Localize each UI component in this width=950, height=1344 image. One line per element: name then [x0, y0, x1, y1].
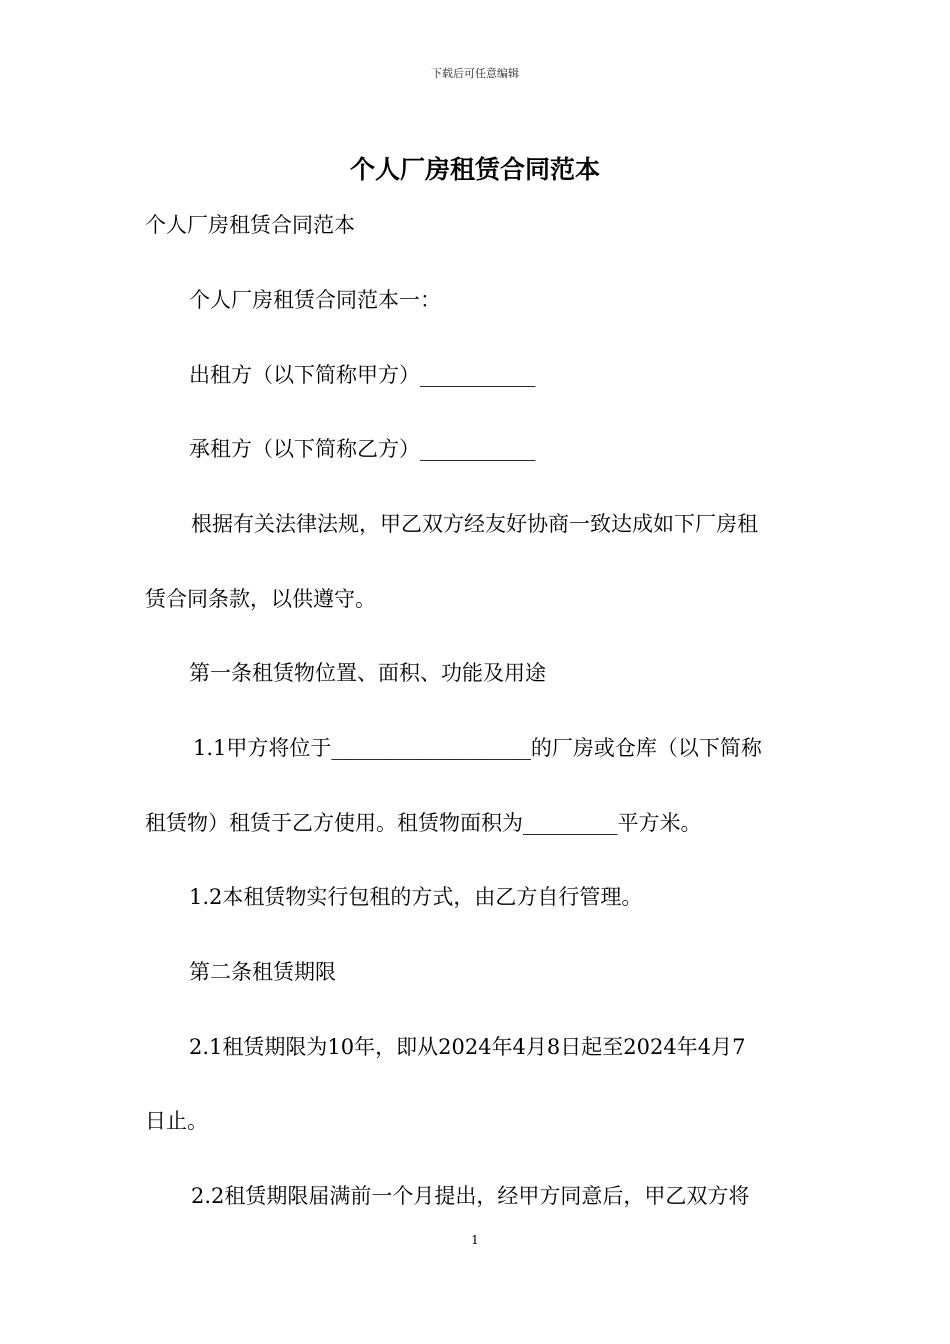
lessee-line: 承租方（以下简称乙方）___________: [189, 437, 536, 461]
page-number: 1: [471, 1233, 479, 1247]
paragraph-line: 赁合同条款，以供遵守。: [145, 587, 376, 611]
document-title: 个人厂房租赁合同范本: [349, 155, 600, 184]
subtitle-line: 个人厂房租赁合同范本: [145, 213, 355, 237]
clause-1-1-line: 租赁物）租赁于乙方使用。租赁物面积为_________平方米。: [145, 811, 702, 835]
clause-2-1-line: 2.1租赁期限为10年，即从2024年4月8日起至2024年4月7: [189, 1035, 746, 1059]
clause-2-2-line: 2.2租赁期限届满前一个月提出，经甲方同意后，甲乙双方将: [191, 1184, 750, 1208]
section-heading-one: 个人厂房租赁合同范本一：: [189, 288, 441, 312]
header-note: 下载后可任意编辑: [431, 67, 519, 80]
paragraph-line: 根据有关法律法规，甲乙双方经友好协商一致达成如下厂房租: [191, 512, 758, 536]
article-two-heading: 第二条租赁期限: [189, 960, 336, 984]
clause-2-1-line: 日止。: [145, 1109, 208, 1133]
clause-1-1-line: 1.1甲方将位于___________________的厂房或仓库（以下简称: [193, 736, 762, 760]
clause-1-2-line: 1.2本租赁物实行包租的方式，由乙方自行管理。: [189, 885, 643, 909]
article-one-heading: 第一条租赁物位置、面积、功能及用途: [189, 661, 546, 685]
lessor-line: 出租方（以下简称甲方）___________: [189, 363, 536, 387]
